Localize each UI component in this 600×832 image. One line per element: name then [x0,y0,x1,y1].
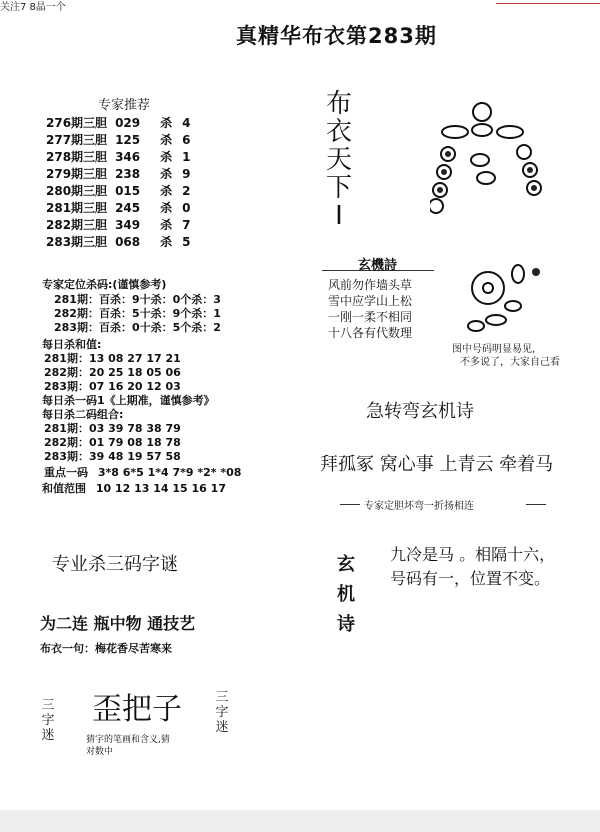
expert-row [46,148,191,165]
expert-nums: 346 [115,150,141,164]
xuanji-line: 九冷是马 。相隔十六， [390,545,556,564]
expert-bold-text: 专家定胆坏弯一折扬相连 [364,501,474,512]
positional-row: 282期：百杀：5十杀：9个杀：1 [54,307,221,320]
kill-two-row: 281期：03 39 78 38 79 [44,422,181,435]
xuanji-char: 玄 [337,554,355,575]
expert-nums: 349 [115,218,141,232]
top-bar [0,0,600,12]
expert-row [46,182,191,199]
coin-icon [472,124,492,136]
sanzimi-char: 字 [41,713,55,728]
right-dash [526,504,546,505]
sanzimi-right [214,690,230,735]
waibazi-note [86,734,170,758]
buyi-char: I [335,201,343,231]
expert-issue: 279期三胆 [46,167,108,181]
expert-row [46,233,191,250]
top-left-text: 关注7 8晶一个 [0,2,66,13]
expert-issue: 283期三胆 [46,235,108,249]
sum-range [42,480,226,496]
expert-row [46,216,191,233]
expert-kill-label: 杀 [160,184,173,198]
expert-bold-row [340,497,540,511]
sanzimi-left [40,698,56,743]
caption-line: 图中号码明显易见, [452,344,536,355]
sanzimi-char: 迷 [215,720,229,735]
expert-issue: 278期三胆 [46,150,108,164]
coin-icon [430,199,443,213]
key-kill-label: 重点一码 [44,466,88,479]
buyi-phrase: 布衣一句：梅花香尽苦寒来 [40,642,172,655]
expert-kill: 9 [182,167,191,181]
sanzimi-char: 字 [215,705,229,720]
expert-issue: 281期三胆 [46,201,108,215]
coin-icon [486,315,506,325]
buyi-char: 下 [325,173,352,203]
coin-icon [472,272,504,304]
positional-title: 专家定位杀码:(谨慎参考) [42,278,167,291]
waibazi-note-line: 猜字的笔画和含义,猜 [86,735,170,745]
sum-row: 282期：20 25 18 05 06 [44,366,181,379]
coin-icon [468,321,484,331]
expert-nums: 238 [115,167,141,181]
expert-row [46,199,191,216]
positional-row: 283期：百杀：0十杀：5个杀：2 [54,321,221,334]
expert-kill: 4 [182,116,191,130]
xuanji-line: 号码有一，位置不变。 [390,569,551,588]
xuanji-poem-box [322,252,442,342]
expert-issue: 277期三胆 [46,133,108,147]
ingot-icon [471,154,489,166]
expert-nums: 029 [115,116,141,130]
buyi-vertical [324,90,354,230]
expert-row [46,131,191,148]
expert-kill: 6 [182,133,191,147]
sum-range-values: 10 12 13 14 15 16 17 [95,482,226,495]
expert-kill-label: 杀 [160,150,173,164]
key-kill [44,464,241,480]
coin-icon [517,145,531,159]
expert-kill-label: 杀 [160,133,173,147]
ingot-icon [477,172,495,184]
expert-kill: 2 [182,184,191,198]
jizhuan-title: 急转弯玄机诗 [366,401,474,422]
key-kill-values: 3*8 6*5 1*4 7*9 *2* *08 [97,466,242,479]
page-title: 真精华布衣第283期 [236,24,437,48]
expert-kill: 7 [182,218,191,232]
expert-kill-label: 杀 [160,235,173,249]
expert-issue: 276期三胆 [46,116,108,130]
kill-two-title: 每日杀二码组合: [42,408,124,421]
kill-three-title: 专业杀三码字谜 [52,554,178,575]
coin-icon [512,265,524,283]
riddle-line: 为二连 瓶中物 通技艺 [40,614,196,633]
poem-line: 雪中应学山上松 [328,294,413,308]
expert-kill-label: 杀 [160,116,173,130]
buyi-char: 衣 [325,117,352,147]
sanzimi-char: 三 [41,698,55,713]
waibazi-main: 歪把子 [92,692,182,727]
kill-two-row: 282期：01 79 08 18 78 [44,436,181,449]
caption-line: 不多说了，大家自己看 [460,357,560,368]
sum-range-label: 和值范围 [42,482,86,495]
expert-nums: 125 [115,133,141,147]
expert-nums: 068 [115,235,141,249]
kill-one-title: 每日杀一码1《上期准，谨慎参考》 [42,394,215,407]
poem-line: 风前勿作墙头草 [328,278,413,292]
sum-row: 281期：13 08 27 17 21 [44,352,181,365]
expert-kill: 1 [182,150,191,164]
coin-icon [442,126,468,138]
expert-nums: 245 [115,201,141,215]
jizhuan-line: 拜孤冢 窝心事 上青云 牵着马 [320,454,554,475]
expert-nums: 015 [115,184,141,198]
caption [452,343,560,369]
expert-kill: 5 [182,235,191,249]
kill-two-row: 283期：39 48 19 57 58 [44,450,181,463]
expert-kill-label: 杀 [160,167,173,181]
coin-nine-image [458,258,558,338]
coin-icon [497,126,523,138]
coin-hole-icon [483,283,493,293]
sanzimi-char: 三 [215,690,229,705]
positional-row: 281期：百杀：9十杀：0个杀：3 [54,293,221,306]
expert-issue: 280期三胆 [46,184,108,198]
top-right-rule [496,0,600,4]
coins-figure-image [430,92,580,222]
expert-kill: 0 [182,201,191,215]
sum-row: 283期：07 16 20 12 03 [44,380,181,393]
bottom-shade [0,810,600,832]
poem-line: 十八各有代数理 [328,326,413,340]
expert-issue: 282期三胆 [46,218,108,232]
poem-title: 玄機詩 [358,258,398,273]
coin-icon [473,103,491,121]
buyi-char: 天 [325,145,352,175]
buyi-char: 布 [325,89,352,119]
xuanji-text [390,543,555,591]
waibazi-note-line: 对数中 [86,747,114,757]
sanzimi-char: 迷 [41,728,55,743]
expert-row [46,114,191,131]
poem-line: 一刚一柔不相同 [328,310,413,324]
coin-icon [505,301,521,311]
expert-kill-label: 杀 [160,218,173,232]
xuanji-char: 诗 [337,614,355,635]
left-dash [340,504,360,505]
xuanji-char: 机 [337,584,355,605]
sum-title: 每日杀和值: [42,338,102,351]
expert-kill-label: 杀 [160,201,173,215]
expert-row [46,165,191,182]
xuanji-vertical [334,550,358,640]
expert-title: 专家推荐 [98,98,151,113]
